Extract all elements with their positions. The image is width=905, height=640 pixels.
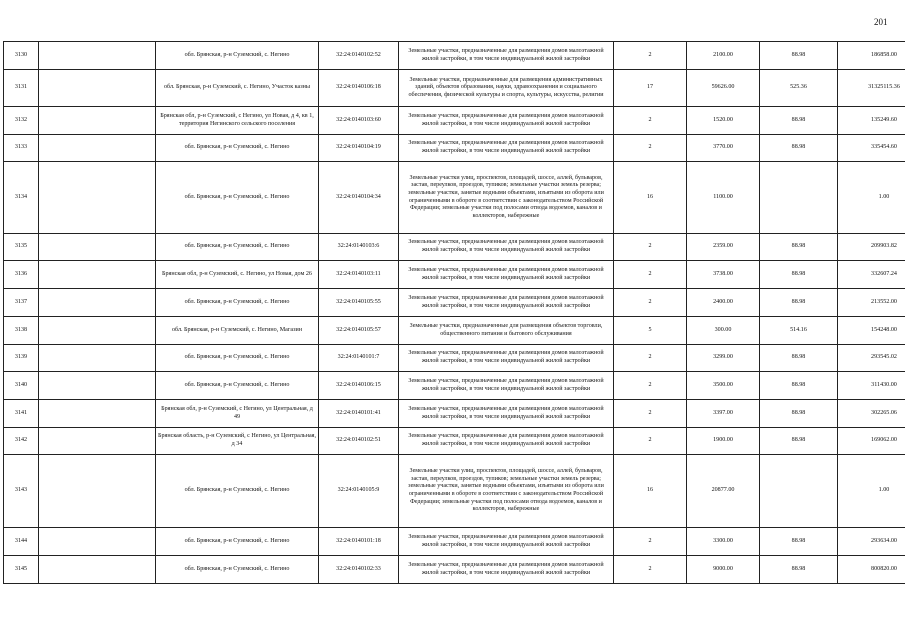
cadastral-value: 169062.00 [838, 428, 905, 455]
land-use-cell: Земельные участки, предназначенные для размещения домов малоэтажной жилой застройки, в том числе индивидуальной жилой застройки [399, 556, 614, 584]
area-cell: 2100.00 [687, 42, 760, 70]
cadastral-number: 32:24:0140106:15 [319, 372, 399, 400]
use-code: 2 [614, 135, 687, 162]
area-cell: 2359.00 [687, 234, 760, 261]
area-cell: 1900.00 [687, 428, 760, 455]
address-cell: Брянская обл, р-н Суземский, с Негино, ул Центральная, д 49 [156, 400, 319, 428]
rate-cell: 88.98 [760, 135, 838, 162]
row-id: 3137 [4, 289, 39, 317]
cadastral-number: 32:24:0140102:33 [319, 556, 399, 584]
use-code: 2 [614, 289, 687, 317]
address-cell: Брянская обл, р-н Суземский, с. Негино, ул Новая, дом 26 [156, 261, 319, 289]
cadastral-number: 32:24:0140101:18 [319, 528, 399, 556]
rate-cell: 88.98 [760, 345, 838, 372]
cadastral-value: 800820.00 [838, 556, 905, 584]
use-code: 2 [614, 400, 687, 428]
empty-cell [39, 70, 156, 107]
table-row [4, 70, 905, 107]
rate-cell: 88.98 [760, 42, 838, 70]
use-code: 2 [614, 345, 687, 372]
address-cell: обл. Брянская, р-н Суземский, с. Негино [156, 162, 319, 234]
land-use-cell: Земельные участки, предназначенные для размещения домов малоэтажной жилой застройки, в том числе индивидуальной жилой застройки [399, 42, 614, 70]
use-code: 2 [614, 261, 687, 289]
empty-cell [39, 162, 156, 234]
land-use-cell: Земельные участки, предназначенные для размещения домов малоэтажной жилой застройки, в том числе индивидуальной жилой застройки [399, 289, 614, 317]
area-cell: 3770.00 [687, 135, 760, 162]
row-id: 3141 [4, 400, 39, 428]
rate-cell: 88.98 [760, 289, 838, 317]
cadastral-value: 332607.24 [838, 261, 905, 289]
empty-cell [39, 345, 156, 372]
land-use-cell: Земельные участки, предназначенные для размещения административных зданий, объектов образования, науки, здравоохранения и социального обеспечения, физической культуры и спорта, культуры, искусства, религии [399, 70, 614, 107]
rate-cell: 88.98 [760, 107, 838, 135]
cadastral-number: 32:24:0140101:41 [319, 400, 399, 428]
land-use-cell: Земельные участки, предназначенные для размещения домов малоэтажной жилой застройки, в том числе индивидуальной жилой застройки [399, 345, 614, 372]
area-cell: 300.00 [687, 317, 760, 345]
cadastral-value: 1.00 [838, 162, 905, 234]
row-id: 3142 [4, 428, 39, 455]
land-use-cell: Земельные участки, предназначенные для размещения домов малоэтажной жилой застройки, в том числе индивидуальной жилой застройки [399, 135, 614, 162]
cadastral-value: 154248.00 [838, 317, 905, 345]
table-row [4, 317, 905, 345]
land-use-cell: Земельные участки улиц, проспектов, площадей, шоссе, аллей, бульваров, застав, переулков, проездов, тупиков; земельные участки земель резерва; земельные участки, занятые водными объектами, изъятыми из оборота или ограниченными в обороте в соответствии с законодательством Российской Федерации; земельные участки под полосами отвода водоемов, каналов и коллекторов, набережные [399, 455, 614, 528]
cadastral-value: 311430.00 [838, 372, 905, 400]
row-id: 3139 [4, 345, 39, 372]
table-row [4, 528, 905, 556]
area-cell: 3300.00 [687, 528, 760, 556]
empty-cell [39, 42, 156, 70]
land-use-cell: Земельные участки, предназначенные для размещения домов малоэтажной жилой застройки, в том числе индивидуальной жилой застройки [399, 428, 614, 455]
cadastral-number: 32:24:0140105:9 [319, 455, 399, 528]
area-cell: 1520.00 [687, 107, 760, 135]
table-row [4, 372, 905, 400]
use-code: 2 [614, 42, 687, 70]
rate-cell [760, 455, 838, 528]
table-row [4, 107, 905, 135]
rate-cell: 88.98 [760, 234, 838, 261]
area-cell: 59626.00 [687, 70, 760, 107]
rate-cell: 88.98 [760, 428, 838, 455]
cadastral-number: 32:24:0140103:11 [319, 261, 399, 289]
cadastral-number: 32:24:0140103:60 [319, 107, 399, 135]
land-use-cell: Земельные участки, предназначенные для размещения домов малоэтажной жилой застройки, в том числе индивидуальной жилой застройки [399, 261, 614, 289]
cadastral-number: 32:24:0140102:51 [319, 428, 399, 455]
use-code: 2 [614, 428, 687, 455]
rate-cell: 525.36 [760, 70, 838, 107]
land-use-cell: Земельные участки, предназначенные для размещения домов малоэтажной жилой застройки, в том числе индивидуальной жилой застройки [399, 528, 614, 556]
table-row [4, 234, 905, 261]
land-use-cell: Земельные участки улиц, проспектов, площадей, шоссе, аллей, бульваров, застав, переулков, проездов, тупиков; земельные участки земель резерва; земельные участки, занятые водными объектами, изъятыми из оборота или ограниченными в обороте в соответствии с законодательством Российской Федерации; земельные участки под полосами отвода водоемов, каналов и коллекторов, набережные [399, 162, 614, 234]
land-use-cell: Земельные участки, предназначенные для размещения домов малоэтажной жилой застройки, в том числе индивидуальной жилой застройки [399, 372, 614, 400]
table-row [4, 556, 905, 584]
row-id: 3143 [4, 455, 39, 528]
table-row [4, 400, 905, 428]
cadastral-number: 32:24:0140105:57 [319, 317, 399, 345]
empty-cell [39, 428, 156, 455]
table-row [4, 289, 905, 317]
use-code: 2 [614, 234, 687, 261]
cadastral-value: 335454.60 [838, 135, 905, 162]
rate-cell: 88.98 [760, 400, 838, 428]
page-number: 201 [874, 17, 888, 27]
area-cell: 3500.00 [687, 372, 760, 400]
row-id: 3134 [4, 162, 39, 234]
table-row [4, 261, 905, 289]
address-cell: обл. Брянская, р-н Суземский, с. Негино [156, 42, 319, 70]
cadastral-value: 293545.02 [838, 345, 905, 372]
cadastral-number: 32:24:0140105:55 [319, 289, 399, 317]
cadastral-number: 32:24:0140102:52 [319, 42, 399, 70]
cadastral-value: 1.00 [838, 455, 905, 528]
empty-cell [39, 455, 156, 528]
table-row [4, 162, 905, 234]
empty-cell [39, 234, 156, 261]
area-cell: 20877.00 [687, 455, 760, 528]
cadastral-number: 32:24:0140103:6 [319, 234, 399, 261]
cadastral-number: 32:24:0140104:34 [319, 162, 399, 234]
land-registry-table [3, 41, 905, 584]
use-code: 2 [614, 372, 687, 400]
table-row [4, 428, 905, 455]
area-cell: 2400.00 [687, 289, 760, 317]
area-cell: 3299.00 [687, 345, 760, 372]
cadastral-number: 32:24:0140104:19 [319, 135, 399, 162]
empty-cell [39, 135, 156, 162]
address-cell: обл. Брянская, р-н Суземский, с. Негино, Магазин [156, 317, 319, 345]
empty-cell [39, 556, 156, 584]
empty-cell [39, 107, 156, 135]
address-cell: Брянская область, р-н Суземский, с Негино, ул Центральная, д 34 [156, 428, 319, 455]
use-code: 16 [614, 455, 687, 528]
land-use-cell: Земельные участки, предназначенные для размещения объектов торговли, общественного питания и бытового обслуживания [399, 317, 614, 345]
use-code: 2 [614, 528, 687, 556]
address-cell: обл. Брянская, р-н Суземский, с. Негино [156, 556, 319, 584]
row-id: 3145 [4, 556, 39, 584]
rate-cell: 514.16 [760, 317, 838, 345]
use-code: 16 [614, 162, 687, 234]
cadastral-number: 32:24:0140106:18 [319, 70, 399, 107]
use-code: 5 [614, 317, 687, 345]
use-code: 17 [614, 70, 687, 107]
row-id: 3131 [4, 70, 39, 107]
address-cell: обл. Брянская, р-н Суземский, с. Негино [156, 234, 319, 261]
address-cell: обл. Брянская, р-н Суземский, с. Негино [156, 289, 319, 317]
address-cell: обл. Брянская, р-н Суземский, с. Негино [156, 455, 319, 528]
area-cell: 3397.00 [687, 400, 760, 428]
address-cell: обл. Брянская, р-н Суземский, с. Негино, Участок казны [156, 70, 319, 107]
row-id: 3130 [4, 42, 39, 70]
land-use-cell: Земельные участки, предназначенные для размещения домов малоэтажной жилой застройки, в том числе индивидуальной жилой застройки [399, 234, 614, 261]
row-id: 3144 [4, 528, 39, 556]
cadastral-value: 213552.00 [838, 289, 905, 317]
table-row [4, 135, 905, 162]
land-use-cell: Земельные участки, предназначенные для размещения домов малоэтажной жилой застройки, в том числе индивидуальной жилой застройки [399, 107, 614, 135]
empty-cell [39, 528, 156, 556]
cadastral-value: 302265.06 [838, 400, 905, 428]
empty-cell [39, 372, 156, 400]
use-code: 2 [614, 556, 687, 584]
cadastral-value: 135249.60 [838, 107, 905, 135]
row-id: 3136 [4, 261, 39, 289]
rate-cell: 88.98 [760, 261, 838, 289]
table-row [4, 455, 905, 528]
table-row [4, 345, 905, 372]
cadastral-value: 31325115.36 [838, 70, 905, 107]
land-use-cell: Земельные участки, предназначенные для размещения домов малоэтажной жилой застройки, в том числе индивидуальной жилой застройки [399, 400, 614, 428]
empty-cell [39, 317, 156, 345]
rate-cell [760, 162, 838, 234]
area-cell: 1100.00 [687, 162, 760, 234]
use-code: 2 [614, 107, 687, 135]
address-cell: Брянская обл, р-н Суземский, с Негино, ул Новая, д 4, кв 1, территория Негинского сельского поселения [156, 107, 319, 135]
row-id: 3138 [4, 317, 39, 345]
cadastral-value: 209903.82 [838, 234, 905, 261]
row-id: 3135 [4, 234, 39, 261]
rate-cell: 88.98 [760, 556, 838, 584]
area-cell: 3738.00 [687, 261, 760, 289]
row-id: 3132 [4, 107, 39, 135]
cadastral-value: 186858.00 [838, 42, 905, 70]
cadastral-number: 32:24:0140101:7 [319, 345, 399, 372]
rate-cell: 88.98 [760, 372, 838, 400]
empty-cell [39, 289, 156, 317]
table-row [4, 42, 905, 70]
address-cell: обл. Брянская, р-н Суземский, с. Негино [156, 345, 319, 372]
address-cell: обл. Брянская, р-н Суземский, с. Негино [156, 372, 319, 400]
row-id: 3133 [4, 135, 39, 162]
empty-cell [39, 261, 156, 289]
address-cell: обл. Брянская, р-н Суземский, с. Негино [156, 135, 319, 162]
row-id: 3140 [4, 372, 39, 400]
area-cell: 9000.00 [687, 556, 760, 584]
empty-cell [39, 400, 156, 428]
cadastral-value: 293634.00 [838, 528, 905, 556]
address-cell: обл. Брянская, р-н Суземский, с. Негино [156, 528, 319, 556]
rate-cell: 88.98 [760, 528, 838, 556]
